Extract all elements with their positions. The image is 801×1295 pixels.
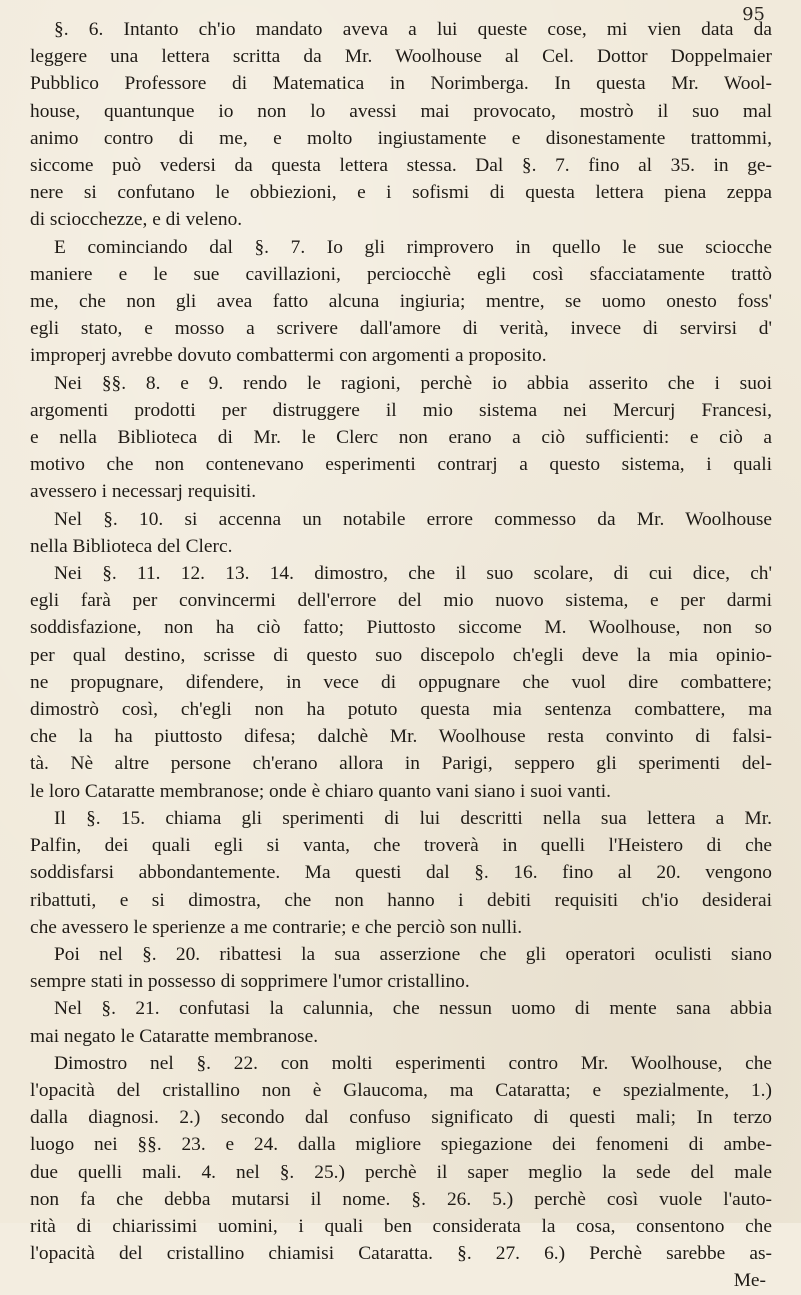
text-line: me, che non gli avea fatto alcuna ingiuria; mentre, se uomo onesto foss' <box>30 291 772 313</box>
text-line: non fa che debba mutarsi il nome. §. 26. 5.) perchè così vuole l'auto- <box>30 1188 772 1210</box>
text-line: due quelli mali. 4. nel §. 25.) perchè il saper meglio la sede del male <box>30 1161 772 1183</box>
text-line: e nella Biblioteca di Mr. le Clerc non erano a ciò sufficienti: e ciò a <box>30 427 772 449</box>
text-line: tà. Nè altre persone ch'erano allora in Parigi, seppero gli sperimenti del- <box>30 753 772 775</box>
text-line: sempre stati in possesso di sopprimere l'umor cristallino. <box>30 971 470 993</box>
text-line: motivo che non contenevano esperimenti contrarj a questo sistema, i quali <box>30 454 772 476</box>
text-line: Nei §§. 8. e 9. rendo le ragioni, perchè io abbia asserito che i suoi <box>54 372 772 394</box>
text-line: dalla diagnosi. 2.) secondo dal confuso significato di questi mali; In terzo <box>30 1107 772 1129</box>
text-line: rità di chiarissimi uomini, i quali ben considerata la cosa, consentono che <box>30 1215 772 1237</box>
text-line: di sciocchezze, e di veleno. <box>30 209 243 231</box>
text-line: soddisfarsi abbondantemente. Ma questi dal §. 16. fino al 20. vengono <box>30 862 772 884</box>
text-line: §. 6. Intanto ch'io mandato aveva a lui queste cose, mi vien data da <box>54 19 772 40</box>
text-line: l'opacità del cristallino non è Glaucoma, ma Cataratta; e spezialmente, 1.) <box>30 1079 772 1101</box>
text-line: Nel §. 21. confutasi la calunnia, che nessun uomo di mente sana abbia <box>54 998 772 1020</box>
text-line: l'opacità del cristallino chiamisi Cataratta. §. 27. 6.) Perchè sarebbe as- <box>30 1243 772 1265</box>
text-line: nere si confutano le obbiezioni, e i sofismi di questa lettera piena zeppa <box>30 182 772 204</box>
text-line: improperj avrebbe dovuto combattermi con argomenti a proposito. <box>30 345 547 367</box>
text-line: maniere e le sue cavillazioni, perciocchè egli così sfacciatamente trattò <box>30 263 772 285</box>
page-number: 95 <box>742 4 765 25</box>
text-line: Nei §. 11. 12. 13. 14. dimostro, che il suo scolare, di cui dice, ch' <box>54 563 772 585</box>
text-line: Palfin, dei quali egli si vanta, che troverà in quelli l'Heistero di che <box>30 835 772 857</box>
text-line: house, quantunque io non lo avessi mai provocato, mostrò il suo mal <box>30 100 772 122</box>
text-line: Poi nel §. 20. ribattesi la sua asserzione che gli operatori oculisti siano <box>54 943 772 965</box>
text-line: argomenti prodotti per distruggere il mio sistema nei Mercurj Francesi, <box>30 399 772 421</box>
text-line: dimostrò così, ch'egli non ha potuto questa mia sentenza combattere, ma <box>30 699 772 721</box>
text-line: le loro Cataratte membranose; onde è chiaro quanto vani siano i suoi vanti. <box>30 780 612 802</box>
text-line: leggere una lettera scritta da Mr. Woolhouse al Cel. Dottor Doppelmaier <box>30 46 772 68</box>
text-line: Me- <box>733 1270 766 1292</box>
text-line: Nel §. 10. si accenna un notabile errore commesso da Mr. Woolhouse <box>54 508 772 530</box>
text-line: avessero i necessarj requisiti. <box>30 481 257 503</box>
text-line: che avessero le sperienze a me contrarie; e che perciò son nulli. <box>30 916 523 938</box>
text-line: animo contro di me, e molto ingiustamente e disonestamente trattommi, <box>30 127 772 149</box>
text-line: ne propugnare, difendere, in vece di oppugnare che vuol dire combattere; <box>30 671 772 693</box>
text-line: Dimostro nel §. 22. con molti esperimenti contro Mr. Woolhouse, che <box>54 1052 772 1074</box>
text-line: mai negato le Cataratte membranose. <box>30 1025 319 1047</box>
text-line: siccome può vedersi da questa lettera stessa. Dal §. 7. fino al 35. in ge- <box>30 155 772 177</box>
text-line: egli stato, e mosso a scrivere dall'amore di verità, invece di servirsi d' <box>30 318 772 340</box>
text-line: Il §. 15. chiama gli sperimenti di lui descritti nella sua lettera a Mr. <box>54 807 772 829</box>
text-line: egli farà per convincermi dell'errore del mio nuovo sistema, e per darmi <box>30 590 772 612</box>
text-line: soddisfazione, non ha ciò fatto; Piuttosto siccome M. Woolhouse, non so <box>30 617 772 639</box>
text-line: per qual destino, scrisse di questo suo discepolo ch'egli deve la mia opinio- <box>30 644 772 666</box>
text-line: Pubblico Professore di Matematica in Norimberga. In questa Mr. Wool- <box>30 73 772 95</box>
page-text <box>30 16 772 1295</box>
text-line: E cominciando dal §. 7. Io gli rimprovero in quello le sue sciocche <box>54 236 772 258</box>
text-line: che la ha piuttosto difesa; dalchè Mr. Woolhouse resta convinto di falsi- <box>30 726 772 748</box>
text-line: luogo nei §§. 23. e 24. dalla migliore spiegazione dei fenomeni di ambe- <box>30 1134 772 1156</box>
text-line: ribattuti, e si dimostra, che non hanno i debiti requisiti ch'io desiderai <box>30 889 772 911</box>
text-line: nella Biblioteca del Clerc. <box>30 535 233 557</box>
